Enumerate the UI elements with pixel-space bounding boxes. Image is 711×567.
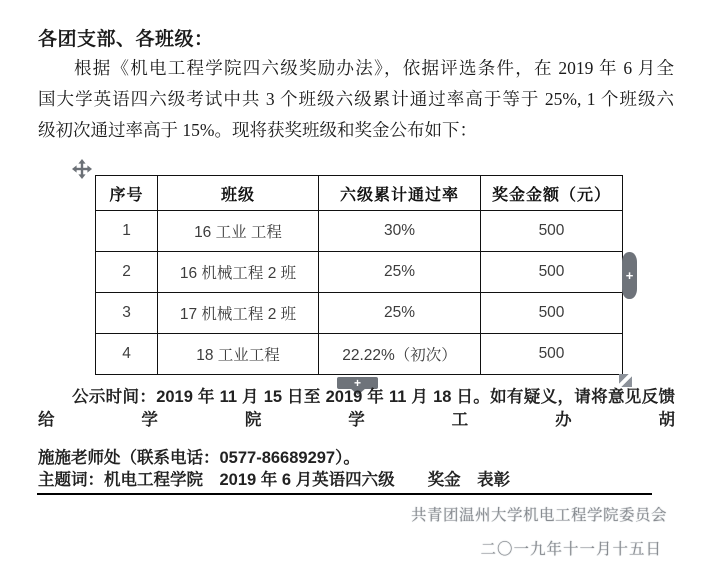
plus-handle-right[interactable] [622,252,637,299]
table-cell-award: 500 [481,211,623,252]
table-cell-award: 500 [481,334,623,375]
intro-line: 国大学英语四六级考试中共 3 个班级六级累计通过率高于等于 25%, 1 个班级六 [38,89,674,109]
table-row [96,252,623,293]
plus-icon: + [625,268,634,283]
award-table-container [95,175,634,390]
award-table [95,175,623,375]
table-cell-index: 3 [96,293,158,334]
intro-paragraph [38,53,674,146]
intro-line: 级初次通过率高于 15%。现将获奖班级和奖金公布如下： [38,120,477,140]
horizontal-rule [37,493,652,495]
plus-icon: + [353,376,361,390]
table-header-class: 班级 [158,176,319,211]
table-cell-award: 500 [481,293,623,334]
signature-date: 二〇一九年十一月十五日 [480,541,662,558]
table-header-index: 序号 [96,176,158,211]
notice-line: 公示时间：2019 年 11 月 15 日至 2019 年 11 月 18 日。如有疑义，请将意见反馈给学院学工办胡 [38,388,675,429]
table-cell-class: 16 机械工程 2 班 [158,252,319,293]
salutation-heading: 各团支部、各班级： [38,29,214,50]
table-cell-index: 1 [96,211,158,252]
table-cell-pass-rate: 22.22%（初次） [319,334,481,375]
table-cell-index: 2 [96,252,158,293]
table-cell-class: 16 工业 工程 [158,211,319,252]
move-arrows-icon [72,166,92,183]
table-cell-class: 17 机械工程 2 班 [158,293,319,334]
notice-line: 施施老师处（联系电话：0577-86689297）。 [38,449,360,467]
table-header-pass-rate: 六级累计通过率 [319,176,481,211]
table-row [96,334,623,375]
table-cell-pass-rate: 25% [319,252,481,293]
table-row [96,293,623,334]
table-cell-index: 4 [96,334,158,375]
table-cell-class: 18 工业工程 [158,334,319,375]
table-header-row [96,176,623,211]
table-cell-award: 500 [481,252,623,293]
table-cell-pass-rate: 30% [319,211,481,252]
signature-organization: 共青团温州大学机电工程学院委员会 [410,507,667,524]
keywords-line: 主题词：机电工程学院 2019 年 6 月英语四六级 奖金 表彰 [38,471,511,489]
table-move-handle[interactable] [72,159,92,179]
notice-paragraph [38,386,675,470]
intro-line: 根据《机电工程学院四六级奖励办法》，依据评选条件，在 2019 年 6 月全 [74,58,674,78]
table-row [96,211,623,252]
table-cell-pass-rate: 25% [319,293,481,334]
table-header-award: 奖金金额（元） [481,176,623,211]
